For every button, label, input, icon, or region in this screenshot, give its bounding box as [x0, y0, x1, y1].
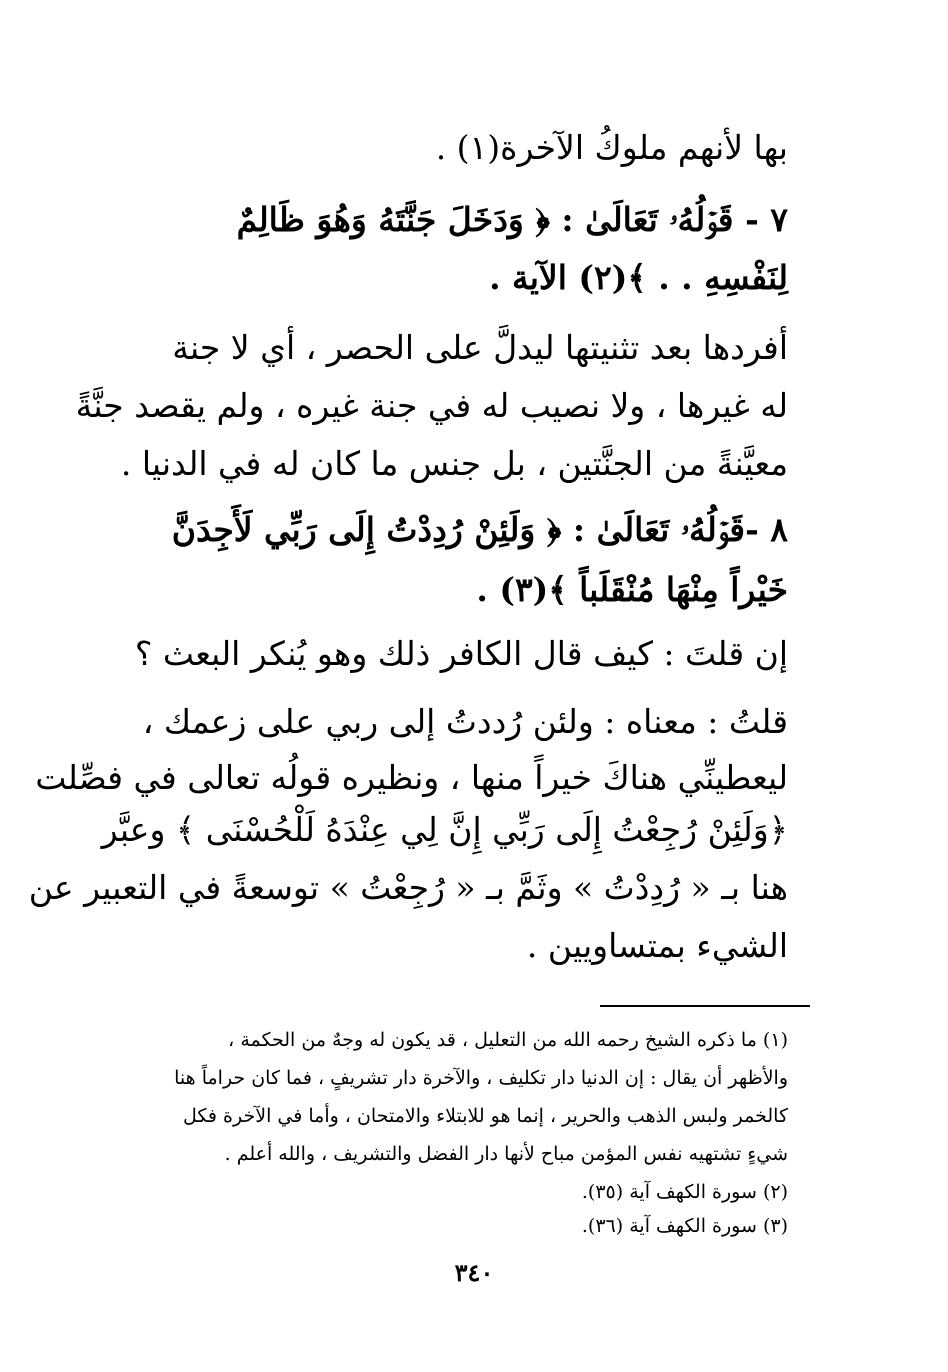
text-line-1: بها لأنهم ملوكُ الآخرة(١) . [435, 128, 788, 167]
footnote-separator [600, 1005, 810, 1007]
footnote-2: (٢) سورة الكهف آية (٣٥). [581, 1181, 788, 1203]
verse-heading-8-cont: خَيْراً مِنْهَا مُنْقَلَباً ﴾(٣) . [476, 570, 788, 609]
text-line-6: معيَّنةً من الجنَّتين ، بل جنس ما كان له في الدنيا . [120, 444, 788, 483]
text-line-12: ﴿وَلَئِنْ رُجِعْتُ إِلَى رَبِّي إِنَّ لِي عِنْدَهُ لَلْحُسْنَى ﴾ وعبَّر [101, 810, 788, 849]
text-line-14: الشيء بمتساويين . [526, 926, 788, 965]
footnote-1-line-3: كالخمر ولبس الذهب والحرير ، إنما هو للابتلاء والامتحان ، وأما في الآخرة فكل [183, 1105, 788, 1127]
text-line-5: له غيرها ، ولا نصيب له في جنة غيره ، ولم يقصد جنَّةً [75, 386, 788, 425]
footnote-3: (٣) سورة الكهف آية (٣٦). [581, 1215, 788, 1237]
verse-heading-7: ٧ - قَوۡلُهُۥ تَعَالَىٰ : ﴿ وَدَخَلَ جَنَّتَهُ وَهُوَ ظَالِمٌ [236, 200, 788, 239]
verse-heading-8: ٨ -قَوۡلُهُۥ تَعَالَىٰ : ﴿ وَلَئِنْ رُدِدْتُ إِلَى رَبِّي لَأَجِدَنَّ [171, 510, 788, 549]
text-line-4: أفردها بعد تثنيتها ليدلَّ على الحصر ، أي لا جنة [172, 328, 788, 367]
footnote-1-line-1: (١) ما ذكره الشيخ رحمه الله من التعليل ، قد يكون له وجهٌ من الحكمة ، [228, 1029, 788, 1051]
footnote-1-line-4: شيءٍ تشتهيه نفس المؤمن مباح لأنها دار الفضل والتشريف ، والله أعلم . [224, 1143, 788, 1165]
verse-heading-7-cont: لِنَفْسِهِ . . ﴾(٢) الآية . [489, 258, 788, 297]
text-line-11: ليعطينِّي هناكَ خيراً منها ، ونظيره قولُه تعالى في فصِّلت [35, 758, 788, 797]
footnote-1-line-2: والأظهر أن يقال : إن الدنيا دار تكليف ، والآخرة دار تشريفٍ ، فما كان حراماً هنا [174, 1067, 788, 1089]
text-line-9: إن قلتَ : كيف قال الكافر ذلك وهو يُنكر البعث ؟ [134, 634, 788, 673]
page-number: ٣٤٠ [454, 1258, 494, 1287]
text-line-13: هنا بـ « رُدِدْتُ » وثَمَّ بـ « رُجِعْتُ » توسعةً في التعبير عن [28, 868, 788, 907]
text-line-10: قلتُ : معناه : ولئن رُددتُ إلى ربي على زعمك ، [142, 702, 788, 741]
